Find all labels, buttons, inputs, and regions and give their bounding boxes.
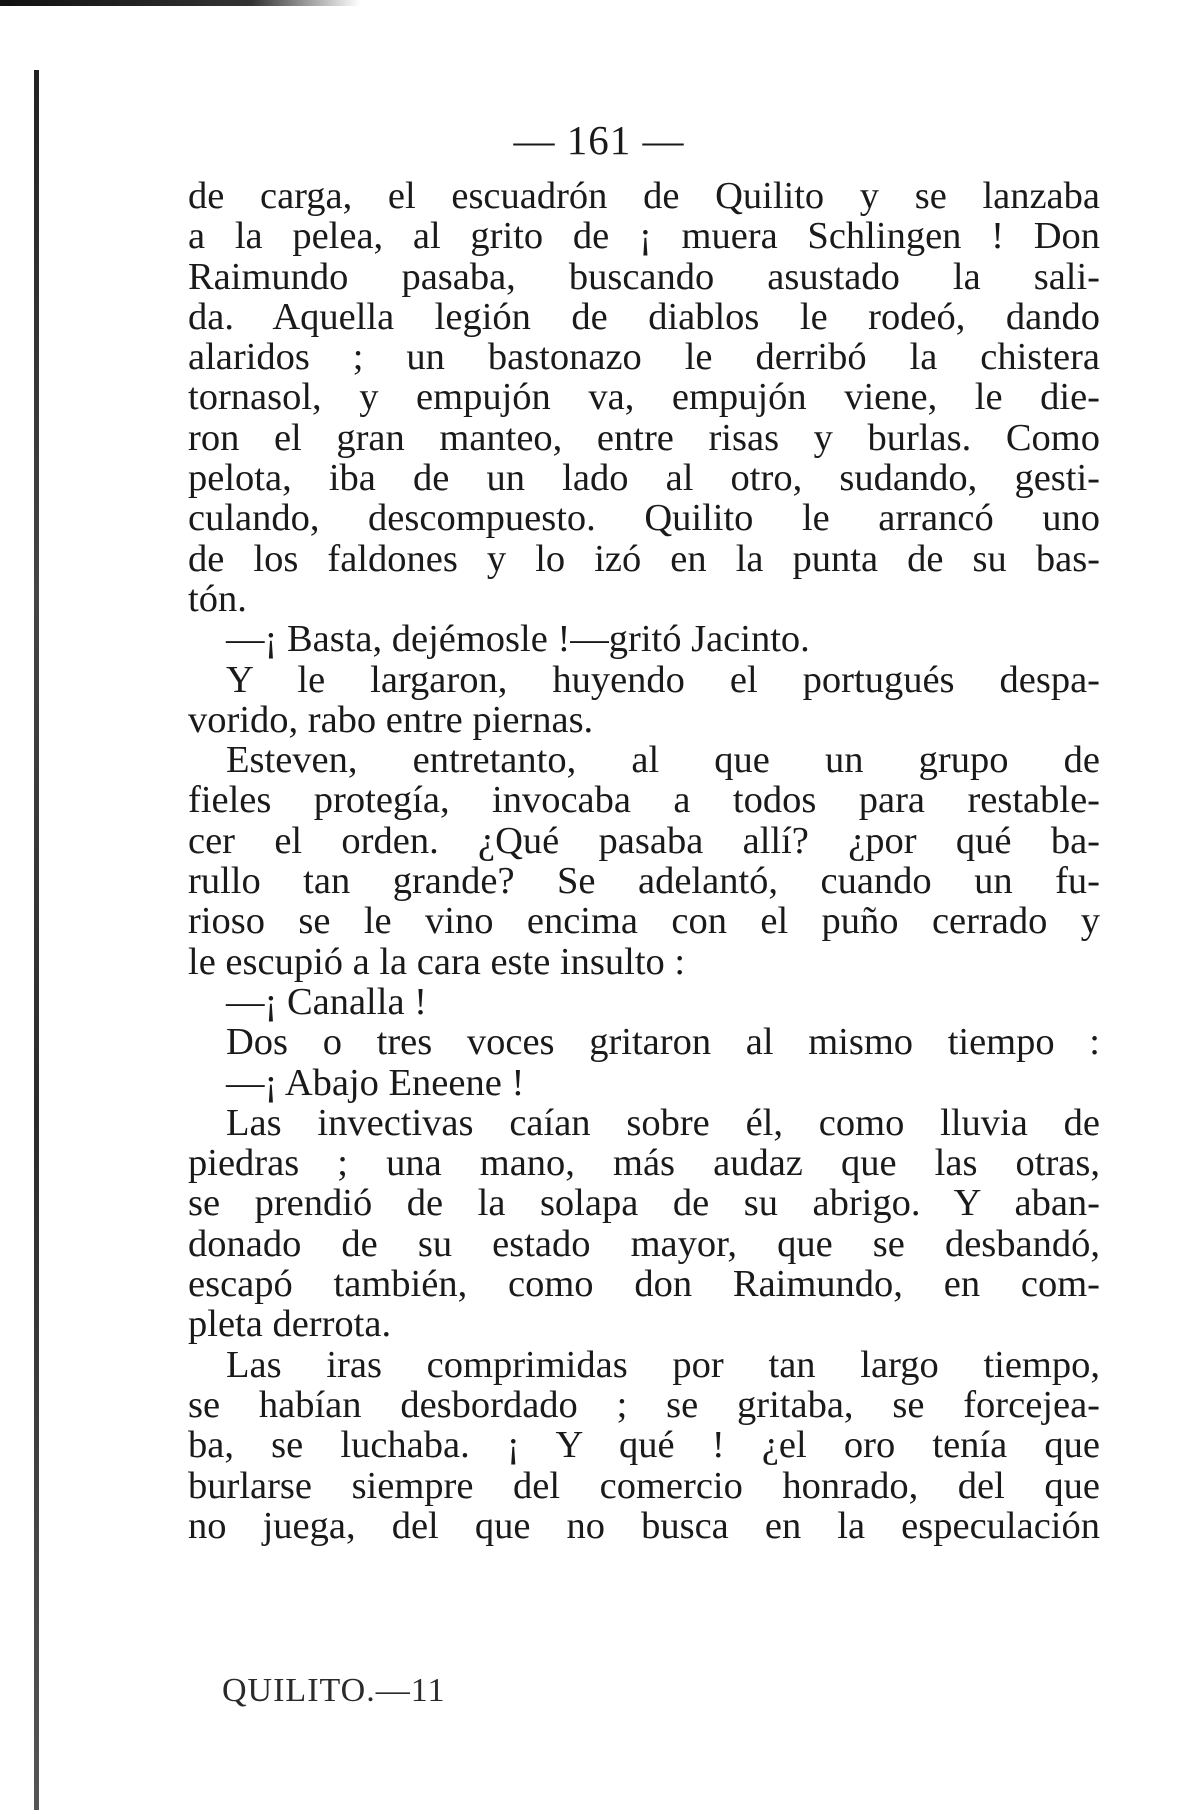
text-line: escapó también, como don Raimundo, en com- (188, 1263, 1100, 1306)
text-line: Las invectivas caían sobre él, como lluvia de (226, 1101, 1100, 1144)
text-line: —¡ Canalla ! (226, 980, 427, 1023)
text-line: Esteven, entretanto, al que un grupo de (226, 739, 1100, 782)
text-line: le escupió a la cara este insulto : (188, 940, 686, 983)
text-line: rullo tan grande? Se adelantó, cuando un fu- (188, 860, 1100, 903)
text-line: alaridos ; un bastonazo le derribó la chistera (188, 336, 1100, 379)
text-line: culando, descompuesto. Quilito le arrancó uno (188, 497, 1100, 540)
text-line: piedras ; una mano, más audaz que las otras, (188, 1142, 1100, 1185)
text-line: Dos o tres voces gritaron al mismo tiempo : (226, 1021, 1100, 1064)
printer-signature: QUILITO.—11 (222, 1672, 446, 1709)
text-line: Y le largaron, huyendo el portugués despa- (226, 658, 1100, 701)
text-line: fieles protegía, invocaba a todos para restable- (188, 779, 1100, 822)
text-line: —¡ Basta, dejémosle !—gritó Jacinto. (226, 618, 810, 661)
text-line: pelota, iba de un lado al otro, sudando, gesti- (188, 457, 1100, 500)
text-line: tornasol, y empujón va, empujón viene, le die- (188, 376, 1100, 419)
text-line: pleta derrota. (188, 1303, 392, 1346)
text-line: de los faldones y lo izó en la punta de su bas- (188, 537, 1100, 580)
body-text (188, 176, 1100, 1546)
text-line: vorido, rabo entre piernas. (188, 698, 594, 741)
text-line: no juega, del que no busca en la especulación (188, 1504, 1100, 1547)
text-line: rioso se le vino encima con el puño cerrado y (188, 900, 1100, 943)
text-line: se habían desbordado ; se gritaba, se forcejea- (188, 1383, 1100, 1426)
text-line: Las iras comprimidas por tan largo tiempo, (226, 1343, 1100, 1386)
binding-edge (34, 70, 39, 1810)
text-line: cer el orden. ¿Qué pasaba allí? ¿por qué ba- (188, 819, 1100, 862)
text-line: tón. (188, 577, 247, 620)
text-line: ron el gran manteo, entre risas y burlas. Como (188, 416, 1100, 459)
text-line: se prendió de la solapa de su abrigo. Y aban- (188, 1182, 1100, 1225)
text-line: Raimundo pasaba, buscando asustado la sali- (188, 255, 1100, 298)
text-line: ba, se luchaba. ¡ Y qué ! ¿el oro tenía que (188, 1424, 1100, 1467)
text-line: a la pelea, al grito de ¡ muera Schlingen ! Don (188, 215, 1100, 258)
page-edge-shadow (0, 0, 360, 6)
text-line: de carga, el escuadrón de Quilito y se lanzaba (188, 175, 1100, 217)
text-line: da. Aquella legión de diablos le rodeó, dando (188, 295, 1100, 338)
page-number: — 161 — (513, 117, 685, 163)
text-line: —¡ Abajo Eneene ! (226, 1061, 525, 1104)
text-line: donado de su estado mayor, que se desbandó, (188, 1222, 1100, 1265)
text-line: burlarse siempre del comercio honrado, del que (188, 1464, 1100, 1507)
